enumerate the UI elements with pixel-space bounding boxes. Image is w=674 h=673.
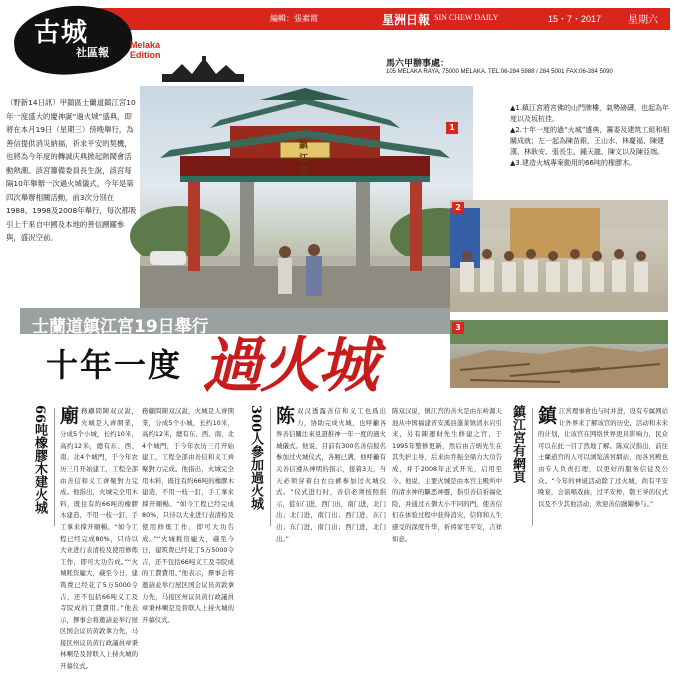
archway-plaque-text: 鎮江宮 <box>299 141 310 177</box>
column-text-2: 双汉透露善信和义工也爲出力，协助完成火城，也呼籲各界善信關注來見證推神一年一度的過火城儀式。他说，目前有300名善信报名参加过火城仪式，各厢已满，他呼籲有关善信遵从神明的指示，接着3天，当天必须穿着白衣白裤参加过火城仪式。“仪式进行时，善信必须按照指示，從东门进，西门出，南门进，北门出；北门进，南门出；西门进，东门出；东门进，南门出；西门进，北门出。” <box>276 407 386 543</box>
column-body-3: 陈双汉说，镇江宫的善火是由东岭源天池从中国福建省安溪县蓬莱镇清水岩引来，另有陳運財先生修建之宫，于1995年整修更新，然后由吉炳先生在其失护主导，后来由乔振全鼎力大功告成，并于2008年正式开光，启用至今。他说，主要火城是由本宫主殿所中的清水神的驅恶神靈，指引善信祈福化险，并通过五個大小不同的門，使善信们在体验过程中获得消灾，信仰和人生感受的深度升华，祈祷家宅平安，吉祥如意。 <box>392 407 502 543</box>
archway-illustration <box>140 86 473 311</box>
edition-label <box>130 40 161 60</box>
photo-number-1: 1 <box>446 122 458 134</box>
column-body-1b <box>142 406 234 624</box>
column-text-1: 務顧問陳双汉說，火城是人齊開業，分成5个小城，长约10米，高约12米，總有东、西、南、北4个城門，于今年农历三月开始建工，工程全部由善信和义工齊聚對力完成。他指出，火城完全用木料，既往有約66吨的橡膠木建造，不用一枝一釘，手工拿来撑开順暢。“如今工程已经完成80%，只待以大业进行表清检及使用修炼工作，即可大功告成。”“火城耗资龐大，蔵至今日，建筑费已经花了5万5000令吉，还不包括66吨义工及寺院成的工費費用。”他表示，擇事会将邀請並举行屋区国会议员黄敦拿力先，马接区州议员黄行政議員章秉林喇是及替联人上持火城的开幕仪式。 <box>60 407 138 671</box>
column-text-4: 江宮理事會也与时并进，设有专属网站让外界来了解该宫的历史，活动和未来的计划，让该宫在网络世界更具影响力，民众可以在此一目了然地了解。陈双汉指出，前往士蘭道宫的人可以浏览該宮網站，而各宮殿也由专人负责打理，以更好的服务信徒及公众。“今年的神诞活动除了过火城，尚有平安晚宴，会演唱戏曲，过平安桥，敬王爷的仪式以及不少其他活动，欢迎善信踴躍参与。” <box>538 407 668 508</box>
photo-number-3: 3 <box>452 322 464 334</box>
issue-weekday: 星期六 <box>628 15 658 26</box>
photo-captions <box>510 103 670 169</box>
wood-pile-illustration <box>450 320 668 388</box>
office-name: 馬六甲辦事處： <box>386 59 450 69</box>
section-title: 古城 <box>34 18 89 48</box>
temple-silhouette-icon <box>162 56 244 82</box>
headline-main: 十年一度 <box>46 346 183 384</box>
paper-name-en: SIN CHEW DAILY <box>434 13 499 22</box>
edition-line2: Edition <box>130 50 161 60</box>
column-body-4 <box>538 406 668 528</box>
column-divider <box>270 408 271 526</box>
main-photo-archway <box>140 86 473 311</box>
group-photo <box>450 200 668 312</box>
dropcap-4: 鎮 <box>538 405 558 427</box>
dropcap-1: 廟 <box>60 405 80 427</box>
intro-paragraph: （野新14日訊）甲鎮區士蘭道鎮江宮10年一度盛大的慶神誕“過火城”盛典，即將在本月19日（星期三）傍晚舉行，為善信提供消災納福，祈求平安的契機，也將為今年度的轉誠庆典掀起熱鬧會活動熱潮。該宮籌備委員長生說，該宮每隔10年舉辦一次過火城儀式，今年是第四次舉辦相關活動，前3次分別在1988、1998及2008年舉行，每次都吸引上千來自中國及本地的善信踴躍參與，盛況空前。 <box>6 98 137 242</box>
dropcap-2: 陈 <box>276 405 296 427</box>
caption-3: ▲3.建造火城專案動用的66吨的橡膠木。 <box>510 159 636 167</box>
column-divider <box>532 408 533 526</box>
wood-pile-photo <box>450 320 668 388</box>
paper-name-cn: 星洲日報 <box>382 13 431 27</box>
column-divider <box>54 408 55 526</box>
subheadline: 士蘭道鎮江宮19日舉行 <box>32 317 209 337</box>
editor-credit: 編輯：張素霞 <box>270 14 318 23</box>
column-text-1b: 務顧問陳双汉說，火城是人齊開業，分成5个小城，长约10米，高约12米，總有东、西、南、北4个城門，于今年农历三月开始建工，工程全部由善信和义工齊聚對力完成。他指出，火城完全用木料，既往有約66吨的橡膠木建造，不用一枝一釘，手工拿来撑开順暢。“如今工程已经完成80%，只待以大业进行表清检及使用修炼工作，即可大功告成。”“火城耗资龐大，蔵至今日，建筑费已经花了5万5000令吉，还不包括66吨义工及寺院成的工費費用。”他表示，擇事会将邀請並举行屋区国会议员黄敦拿力先，马接区州议员黄行政議員章秉林喇是及替联人上持火城的开幕仪式。 <box>142 407 234 624</box>
caption-2: ▲2.十年一度的過“火城”盛典，籌委及建筑工組和相關成就；左一起為陳苗銀、王山水、林慶福、陳建漢、林耿安、張長生、鍾天龍、陳文以及陳亞端。 <box>510 126 670 156</box>
column-heading-3: 鎮江宮有網頁 <box>510 405 525 483</box>
column-heading-1: 66吨橡膠木建火城 <box>32 405 47 515</box>
group-illustration <box>450 200 668 312</box>
edition-line1: Melaka <box>130 40 161 50</box>
issue-date: 15・7・2017 <box>548 14 602 24</box>
office-address: 105 MELAKA RAYA, 75000 MELAKA. TEL:06-284 5988 / 284 5001 FAX:06-284 5090 <box>386 69 613 75</box>
column-body-2 <box>276 405 386 543</box>
photo-number-2: 2 <box>452 202 464 214</box>
headline-red: 過火城 <box>202 331 376 401</box>
column-body-1 <box>60 405 138 671</box>
column-heading-2: 300人參加過火城 <box>248 405 263 511</box>
caption-1: ▲1.鎮江宮將宮佛的山門牌樓，氣勢磅礴，也起為年度以及坂杭佳。 <box>510 104 670 123</box>
section-subtitle: 社區報 <box>76 46 109 59</box>
